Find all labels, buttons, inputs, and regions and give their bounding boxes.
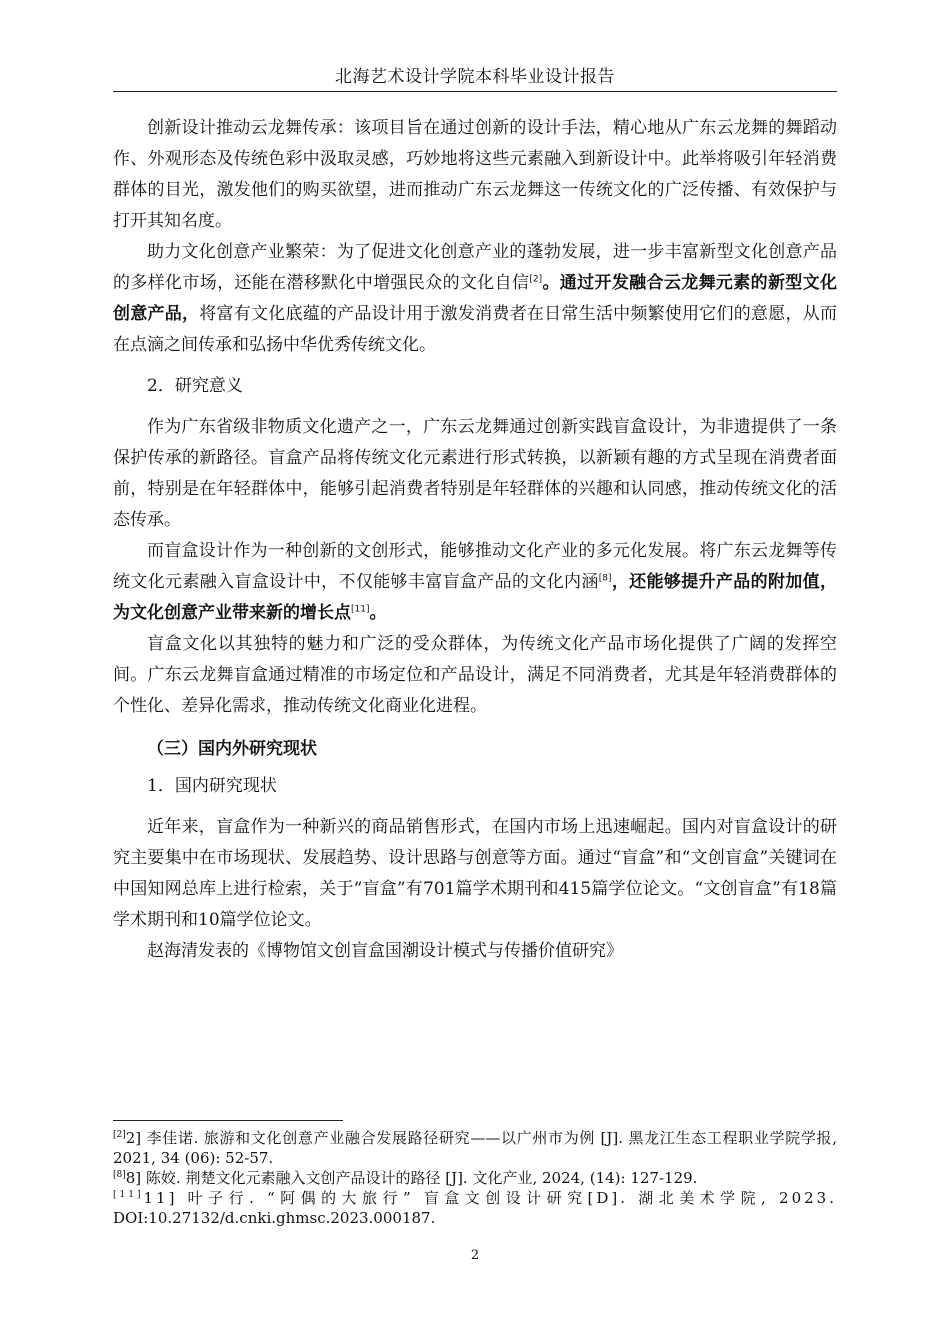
footnote-8	[113, 1168, 837, 1188]
page-header: 北海艺术设计学院本科毕业设计报告	[335, 67, 615, 87]
paragraph-domestic-1: 近年来，盲盒作为一种新兴的商品销售形式，在国内市场上迅速崛起。国内对盲盒设计的研究主要集中在市场现状、发展趋势、设计思路与创意等方面。通过“盲盒”和“文创盲盒”关键词在中国知网总库上进行检索，关于“盲盒”有701篇学术期刊和415篇学位论文。“文创盲盒”有18篇学术期刊和10篇学位论文。	[113, 817, 837, 930]
paragraph-significance-2-end: 。	[369, 603, 387, 623]
footnote-mark-11: [11]	[113, 1190, 144, 1200]
paragraph-industry	[113, 237, 837, 361]
footnote-text-11: 11] 叶子行. “阿偶的大旅行” 盲盒文创设计研究[D]. 湖北美术学院, 2023.	[143, 1189, 837, 1207]
footnote-mark-8: [8]	[113, 1170, 126, 1180]
page-number: 2	[470, 1248, 480, 1263]
footnotes	[113, 1128, 837, 1228]
paragraph-significance-3: 盲盒文化以其独特的魅力和广泛的受众群体，为传统文化产品市场化提供了广阔的发挥空间。广东云龙舞盲盒通过精准的市场定位和产品设计，满足不同消费者，尤其是年轻消费群体的个性化、差异化需求，推动传统文化商业化进程。	[113, 634, 837, 716]
paragraph-industry-text-c: 将富有文化底蕴的产品设计用于激发消费者在日常生活中频繁使用它们的意愿，从而在点滴之间传承和弘扬中华优秀传统文化。	[113, 304, 838, 355]
footnote-11-doi: DOI:10.27132/d.cnki.ghmsc.2023.000187.	[113, 1209, 436, 1227]
paragraph-domestic-2: 赵海清发表的《博物馆文创盲盒国潮设计模式与传播价值研究》	[147, 941, 623, 961]
main-text	[113, 113, 837, 967]
footnote-text-2: 2] 李佳诺. 旅游和文化创意产业融合发展路径研究——以广州市为例 [J]. 黑龙江生态工程职业学院学报, 2021, 34 (06): 52-57.	[113, 1129, 837, 1167]
header-divider	[113, 91, 837, 92]
footnote-divider	[113, 1120, 343, 1121]
heading-research-status: （三）国内外研究现状	[147, 739, 317, 759]
citation-11: [11]	[351, 604, 370, 615]
paragraph-significance-2-text-a: 而盲盒设计作为一种创新的文创形式，能够推动文化产业的多元化发展。将广东云龙舞等传统文化元素融入盲盒设计中，不仅能够丰富盲盒产品的文化内涵	[113, 541, 837, 592]
paragraph-significance-2-bold: ，还能够提升产品的附加值，为文化创意产业带来新的增长点	[113, 572, 838, 623]
heading-research-significance: 2．研究意义	[147, 376, 243, 396]
citation-2: [2]	[529, 274, 543, 285]
paragraph-significance-1: 作为广东省级非物质文化遗产之一，广东云龙舞通过创新实践盲盒设计，为非遗提供了一条保护传承的新路径。盲盒产品将传统文化元素进行形式转换，以新颖有趣的方式呈现在消费者面前，特别是在年轻群体中，能够引起消费者特别是年轻群体的兴趣和认同感，推动传统文化的活态传承。	[113, 417, 837, 530]
heading-domestic-research: 1．国内研究现状	[147, 776, 277, 796]
footnote-mark-2: [2]	[113, 1130, 126, 1140]
paragraph-industry-text-a: 助力文化创意产业繁荣：为了促进文化创意产业的蓬勃发展，进一步丰富新型文化创意产品的多样化市场，还能在潜移默化中增强民众的文化自信	[113, 242, 837, 293]
citation-8: [8]	[598, 573, 612, 584]
paragraph-industry-bold: 。通过开发融合云龙舞元素的新型文化创意产品，	[113, 273, 838, 324]
paragraph-significance-2	[113, 536, 837, 629]
footnote-text-8: 8] 陈姣. 荆楚文化元素融入文创产品设计的路径 [J]. 文化产业, 2024, (14): 127-129.	[125, 1169, 698, 1187]
footnote-11	[113, 1188, 837, 1208]
footnote-2	[113, 1128, 837, 1168]
paragraph-innovation: 创新设计推动云龙舞传承：该项目旨在通过创新的设计手法，精心地从广东云龙舞的舞蹈动作、外观形态及传统色彩中汲取灵感，巧妙地将这些元素融入到新设计中。此举将吸引年轻消费群体的目光，激发他们的购买欲望，进而推动广东云龙舞这一传统文化的广泛传播、有效保护与打开其知名度。	[113, 118, 837, 231]
